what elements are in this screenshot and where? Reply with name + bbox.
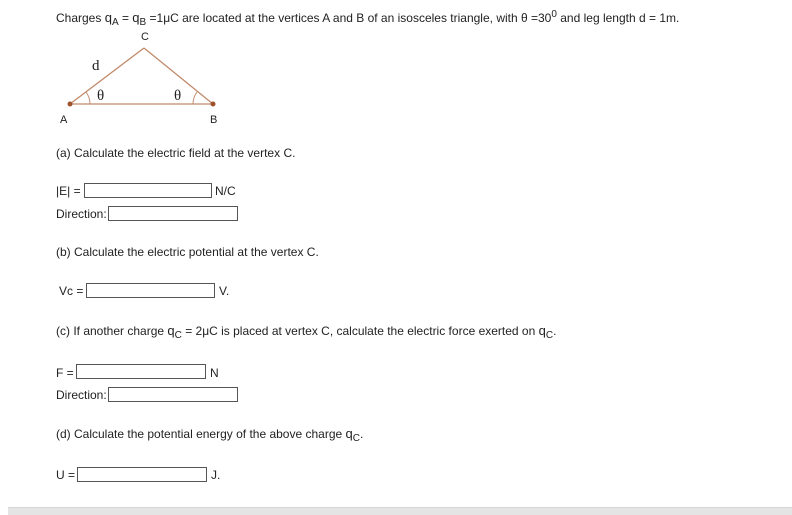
potential-label: Vc =	[59, 284, 84, 298]
part-c-question	[56, 323, 557, 341]
problem-statement	[56, 9, 680, 28]
energy-label: U =	[56, 468, 76, 482]
angle-theta-right-label: θ	[174, 88, 182, 104]
vertex-b-point	[211, 102, 216, 107]
part-d-end: .	[360, 427, 364, 441]
intro-equals: =	[118, 11, 133, 25]
charge-subscript-c-3: C	[352, 433, 360, 444]
force-unit-label: N	[210, 366, 219, 380]
force-label: F =	[56, 366, 74, 380]
charge-symbol-a: q	[104, 10, 112, 25]
field-direction-label: Direction:	[56, 207, 107, 221]
force-input[interactable]	[76, 364, 206, 379]
degree-superscript: 0	[551, 9, 557, 20]
part-b-question: (b) Calculate the electric potential at the vertex C.	[56, 245, 319, 259]
charge-subscript-c: C	[174, 330, 182, 341]
vertex-a-point	[68, 102, 73, 107]
part-c-prefix: (c) If another charge	[56, 324, 168, 338]
angle-arc-a	[86, 92, 90, 104]
energy-unit-label: J.	[211, 468, 221, 482]
potential-unit-label: V.	[219, 284, 230, 298]
part-c-end: .	[553, 324, 557, 338]
field-magnitude-input[interactable]	[84, 183, 212, 198]
charge-symbol-b: q	[132, 10, 140, 25]
part-d-prefix: (d) Calculate the potential energy of the above charge	[56, 427, 346, 441]
vertex-a-label: A	[60, 114, 68, 126]
angle-theta-left-label: θ	[97, 88, 105, 104]
intro-suffix: and leg length d = 1m.	[556, 11, 680, 25]
field-direction-input[interactable]	[108, 206, 238, 221]
intro-prefix: Charges	[56, 11, 105, 25]
part-c-middle: = 2μC is placed at vertex C, calculate the electric force exerted on	[181, 324, 539, 338]
charge-subscript-b: B	[139, 17, 147, 28]
charge-symbol-c-3: q	[345, 426, 353, 441]
force-direction-input[interactable]	[108, 387, 238, 402]
field-magnitude-label: |E| =	[56, 184, 81, 198]
part-a-question: (a) Calculate the electric field at the vertex C.	[56, 146, 296, 160]
charge-subscript-a: A	[111, 17, 119, 28]
charge-symbol-c-2: q	[538, 323, 546, 338]
force-direction-label: Direction:	[56, 388, 107, 402]
vertex-b-label: B	[210, 114, 218, 126]
charge-subscript-c-2: C	[545, 330, 554, 341]
angle-arc-b	[193, 92, 197, 104]
leg-ac-line	[70, 48, 144, 104]
vertex-c-label: C	[141, 31, 149, 43]
charge-symbol-c: q	[167, 323, 175, 338]
triangle-diagram	[50, 28, 240, 128]
energy-input[interactable]	[77, 467, 207, 482]
part-d-question	[56, 426, 364, 444]
side-d-label: d	[92, 58, 100, 74]
intro-middle: =1μC are located at the vertices A and B of an isosceles triangle, with θ =30	[146, 11, 552, 25]
field-unit-label: N/C	[215, 184, 236, 198]
potential-input[interactable]	[86, 283, 215, 298]
